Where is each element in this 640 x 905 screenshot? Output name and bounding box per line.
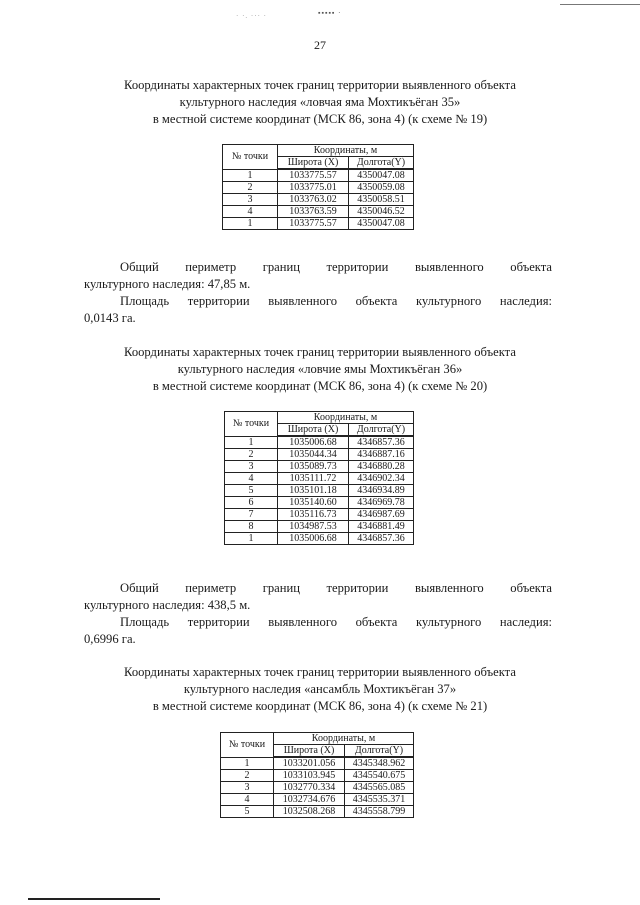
table-row [225, 533, 414, 545]
point-number: 2 [223, 182, 278, 194]
column-header-lon: Долгота(Y) [349, 157, 414, 170]
longitude-value: 4346857.36 [349, 533, 414, 545]
longitude-value: 4345565.085 [345, 782, 414, 794]
table-row [223, 169, 414, 182]
longitude-value: 4346902.34 [349, 473, 414, 485]
paragraph-line: культурного наследия: 47,85 м. [84, 277, 251, 291]
longitude-value: 4350059.08 [349, 182, 414, 194]
column-header-lat: Широта (X) [278, 424, 349, 437]
table-row [221, 782, 414, 794]
heading-line: Координаты характерных точек границ территории выявленного объекта [124, 665, 516, 679]
point-number: 5 [221, 806, 274, 818]
section-heading [70, 77, 570, 128]
point-number: 7 [225, 509, 278, 521]
scan-artifact: · ·. ··· · [236, 12, 267, 20]
latitude-value: 1035101.18 [278, 485, 349, 497]
table-row [225, 485, 414, 497]
paragraph-line: 0,0143 га. [84, 311, 136, 325]
table-row [221, 770, 414, 782]
section-heading [70, 344, 570, 395]
point-number: 3 [221, 782, 274, 794]
longitude-value: 4350046.52 [349, 206, 414, 218]
table-row [225, 497, 414, 509]
point-number: 2 [221, 770, 274, 782]
paragraph-line: Общий периметр границ территории выявленного объекта [120, 260, 552, 274]
longitude-value: 4350047.08 [349, 218, 414, 230]
longitude-value: 4346857.36 [349, 436, 414, 449]
column-header-point: № точки [221, 733, 274, 758]
table-row [221, 806, 414, 818]
longitude-value: 4346969.78 [349, 497, 414, 509]
point-number: 6 [225, 497, 278, 509]
heading-line: культурного наследия «ловчие ямы Мохтикъёган 36» [177, 362, 463, 376]
latitude-value: 1035089.73 [278, 461, 349, 473]
table-row [223, 182, 414, 194]
heading-line: Координаты характерных точек границ территории выявленного объекта [124, 78, 516, 92]
point-number: 1 [225, 533, 278, 545]
scan-edge-line [560, 4, 640, 5]
page-number: 27 [314, 38, 326, 52]
point-number: 2 [225, 449, 278, 461]
latitude-value: 1033775.57 [278, 218, 349, 230]
latitude-value: 1033201.056 [274, 757, 345, 770]
table-row [225, 509, 414, 521]
latitude-value: 1035006.68 [278, 533, 349, 545]
coordinates-table [222, 144, 414, 230]
table-row [225, 449, 414, 461]
latitude-value: 1035006.68 [278, 436, 349, 449]
heading-line: Координаты характерных точек границ территории выявленного объекта [124, 345, 516, 359]
heading-line: культурного наследия «ансамбль Мохтикъёган 37» [183, 682, 457, 696]
paragraph-line: Общий периметр границ территории выявленного объекта [120, 581, 552, 595]
longitude-value: 4345535.371 [345, 794, 414, 806]
point-number: 5 [225, 485, 278, 497]
column-header-coords: Координаты, м [278, 145, 414, 157]
longitude-value: 4345558.799 [345, 806, 414, 818]
table-row [223, 218, 414, 230]
column-header-lon: Долгота(Y) [349, 424, 414, 437]
table-row [221, 757, 414, 770]
point-number: 1 [223, 218, 278, 230]
column-header-point: № точки [223, 145, 278, 170]
latitude-value: 1035111.72 [278, 473, 349, 485]
point-number: 1 [223, 169, 278, 182]
heading-line: культурного наследия «ловчая яма Мохтикъёган 35» [179, 95, 461, 109]
longitude-value: 4346881.49 [349, 521, 414, 533]
longitude-value: 4346887.16 [349, 449, 414, 461]
coordinates-table [220, 732, 414, 818]
perimeter-paragraph [84, 259, 552, 293]
table-row [223, 206, 414, 218]
perimeter-paragraph [84, 580, 552, 614]
latitude-value: 1032508.268 [274, 806, 345, 818]
latitude-value: 1035116.73 [278, 509, 349, 521]
column-header-lat: Широта (X) [274, 745, 345, 758]
heading-line: в местной системе координат (МСК 86, зона 4) (к схеме № 20) [152, 379, 488, 393]
column-header-lat: Широта (X) [278, 157, 349, 170]
longitude-value: 4350047.08 [349, 169, 414, 182]
latitude-value: 1034987.53 [278, 521, 349, 533]
section-heading [70, 664, 570, 715]
paragraph-line: культурного наследия: 438,5 м. [84, 598, 251, 612]
table-row [225, 473, 414, 485]
column-header-coords: Координаты, м [274, 733, 414, 745]
table-row [225, 461, 414, 473]
longitude-value: 4345348.962 [345, 757, 414, 770]
area-paragraph [84, 293, 552, 327]
latitude-value: 1035140.60 [278, 497, 349, 509]
scan-artifact: ▪▪▪▪▪ · [318, 9, 342, 17]
table-row [221, 794, 414, 806]
table-row [225, 521, 414, 533]
point-number: 1 [225, 436, 278, 449]
latitude-value: 1033775.01 [278, 182, 349, 194]
table-row [225, 436, 414, 449]
latitude-value: 1033763.59 [278, 206, 349, 218]
heading-line: в местной системе координат (МСК 86, зона 4) (к схеме № 19) [152, 112, 488, 126]
paragraph-line: Площадь территории выявленного объекта культурного наследия: [120, 615, 552, 629]
latitude-value: 1032770.334 [274, 782, 345, 794]
point-number: 1 [221, 757, 274, 770]
table-row [223, 194, 414, 206]
longitude-value: 4346934.89 [349, 485, 414, 497]
point-number: 4 [223, 206, 278, 218]
latitude-value: 1033763.02 [278, 194, 349, 206]
point-number: 3 [223, 194, 278, 206]
paragraph-line: 0,6996 га. [84, 632, 136, 646]
latitude-value: 1033775.57 [278, 169, 349, 182]
latitude-value: 1033103.945 [274, 770, 345, 782]
point-number: 3 [225, 461, 278, 473]
area-paragraph [84, 614, 552, 648]
heading-line: в местной системе координат (МСК 86, зона 4) (к схеме № 21) [152, 699, 488, 713]
longitude-value: 4346880.28 [349, 461, 414, 473]
column-header-point: № точки [225, 412, 278, 437]
latitude-value: 1032734.676 [274, 794, 345, 806]
paragraph-line: Площадь территории выявленного объекта культурного наследия: [120, 294, 552, 308]
coordinates-table [224, 411, 414, 545]
longitude-value: 4345540.675 [345, 770, 414, 782]
point-number: 8 [225, 521, 278, 533]
column-header-coords: Координаты, м [278, 412, 414, 424]
latitude-value: 1035044.34 [278, 449, 349, 461]
point-number: 4 [221, 794, 274, 806]
longitude-value: 4346987.69 [349, 509, 414, 521]
column-header-lon: Долгота(Y) [345, 745, 414, 758]
point-number: 4 [225, 473, 278, 485]
scan-edge-line [28, 898, 160, 900]
longitude-value: 4350058.51 [349, 194, 414, 206]
